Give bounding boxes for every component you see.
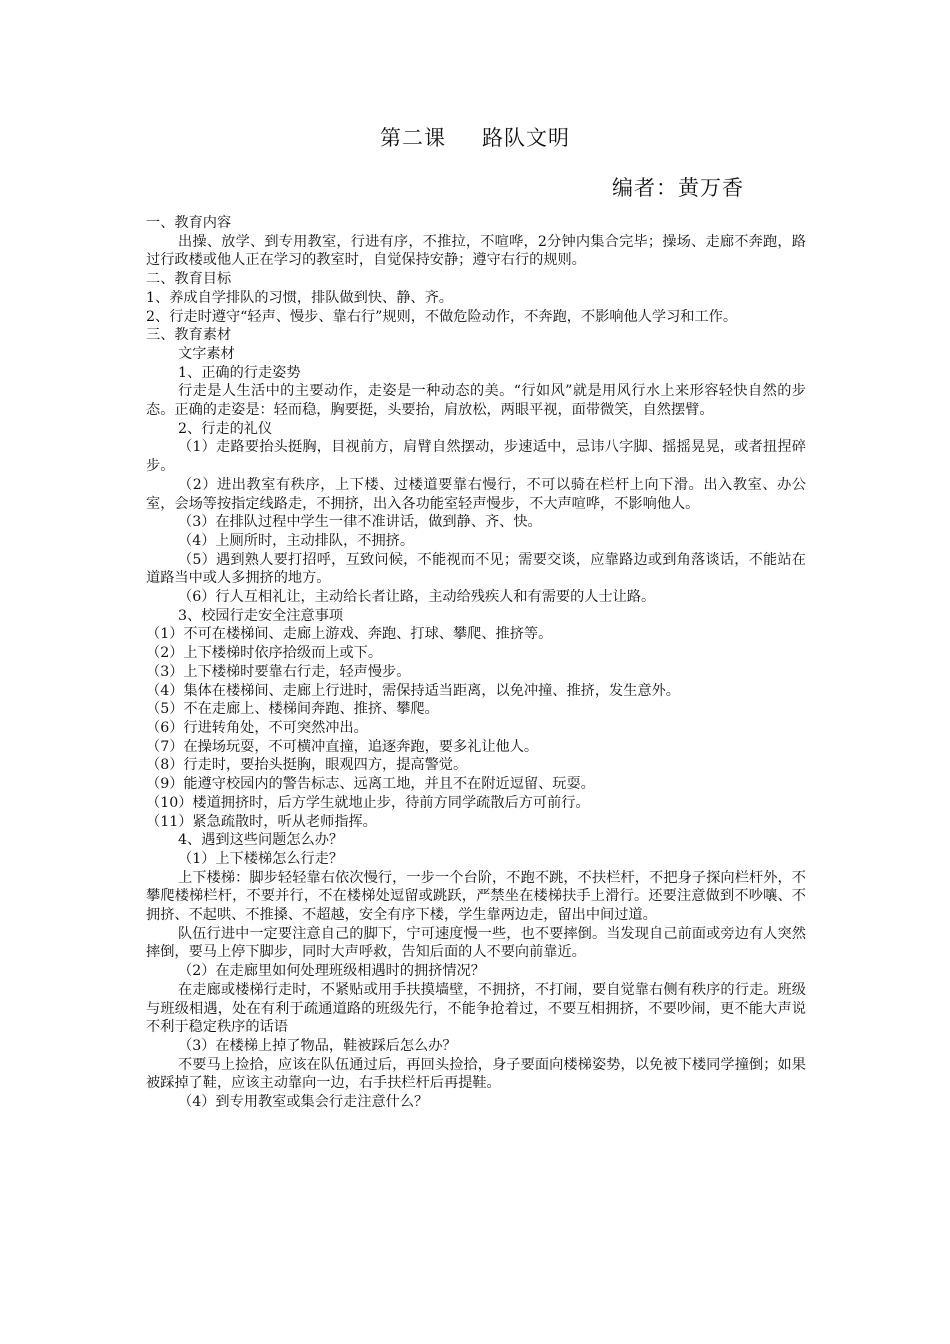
document-body [146,214,806,1112]
paragraph: （1）上下楼梯怎么行走？ [178,850,344,867]
paragraph: （9）能遵守校园内的警告标志、远离工地，并且不在附近逗留、玩耍。 [146,776,595,793]
paragraph: （1）不可在楼梯间、走廊上游戏、奔跑、打球、攀爬、推挤等。 [146,626,553,643]
paragraph: 2、行走时遵守“轻声、慢步、靠右行”规则，不做危险动作，不奔跑，不影响他人学习和工作。 [146,308,738,325]
paragraph: （1）走路要抬头挺胸，目视前方，肩臂自然摆动，步速适中，忌讳八字脚、摇摇晃晃，或者扭捏碎步。 [146,439,806,475]
paragraph: 2、行走的礼仪 [178,420,273,437]
paragraph: 一、教育内容 [146,215,232,231]
paragraph: （8）行走时，要抬头挺胸，眼观四方，提高警觉。 [146,757,468,774]
paragraph: 1、正确的行走姿势 [178,364,301,381]
paragraph: （3）在排队过程中学生一律不准讲话，做到静、齐、快。 [178,514,542,531]
paragraph: 不要马上捡拾，应该在队伍通过后，再回头捡拾，身子要面向楼梯姿势，以免被下楼同学撞倒；如果被踩掉了鞋，应该主动靠向一边，右手扶栏杆后再提鞋。 [146,1056,806,1092]
paragraph: 出操、放学、到专用教室，行进有序，不推拉，不喧哗，2分钟内集合完毕；操场、走廊不奔跑，路过行政楼或他人正在学习的教室时，自觉保持安静；遵守右行的规则。 [146,233,806,269]
paragraph: （7）在操场玩耍，不可横冲直撞，追逐奔跑，要多礼让他人。 [146,738,539,755]
paragraph: 二、教育目标 [146,271,232,288]
paragraph: （10）楼道拥挤时，后方学生就地止步，待前方同学疏散后方可前行。 [146,794,590,811]
paragraph: 三、教育素材 [146,327,232,344]
page-title [0,122,950,152]
paragraph: 行走是人生活中的主要动作，走姿是一种动态的美。“行如风”就是用风行水上来形容轻快自然的步态。正确的走姿是：轻而稳，胸要挺，头要抬，肩放松，两眼平视，面带微笑，自然摆臂。 [146,383,806,419]
paragraph: （2）上下楼梯时依序拾级而上或下。 [146,645,383,662]
paragraph: 上下楼梯：脚步轻轻靠右依次慢行，一步一个台阶，不跑不跳，不扶栏杆，不把身子探向栏杆外，不攀爬楼梯栏杆，不要并行，不在楼梯处逗留或跳跃，严禁坐在楼梯扶手上滑行。还要注意做到不吵嚷、不拥挤、不起哄、不推搡、不超越，安全有序下楼，学生靠两边走，留出中间过道。 [146,869,806,924]
paragraph: 队伍行进中一定要注意自己的脚下，宁可速度慢一些，也不要摔倒。当发现自己前面或旁边有人突然摔倒，要马上停下脚步，同时大声呼救，告知后面的人不要向前靠近。 [146,925,806,961]
paragraph: （6）行进转角处，不可突然冲出。 [146,719,368,736]
paragraph: 文字素材 [178,345,235,362]
paragraph: 3、校园行走安全注意事项 [178,607,344,624]
paragraph: 1、养成自学排队的习惯，排队做到快、静、齐。 [146,289,453,306]
paragraph: （5）不在走廊上、楼梯间奔跑、推挤、攀爬。 [146,701,439,718]
paragraph: （3）上下楼梯时要靠右行走，轻声慢步。 [146,663,411,680]
paragraph: （4）上厕所时，主动排队，不拥挤。 [178,532,415,549]
paragraph: （6）行人互相礼让，主动给长者让路，主动给残疾人和有需要的人士让路。 [178,589,656,606]
paragraph: （2）进出教室有秩序，上下楼、过楼道要靠右慢行，不可以骑在栏杆上向下滑。出入教室、办公室，会场等按指定线路走，不拥挤，出入各功能室轻声慢步，不大声喧哗，不影响他人。 [146,476,806,512]
paragraph: 4、遇到这些问题怎么办？ [178,832,344,849]
paragraph: （4）到专用教室或集会行走注意什么？ [178,1094,429,1111]
author-line: 编者：黄万香 [612,176,744,200]
paragraph: （11）紧急疏散时，听从老师指挥。 [146,813,377,830]
paragraph: 在走廊或楼梯行走时，不紧贴或用手扶摸墙壁，不拥挤，不打闹，要自觉靠右侧有秩序的行走。班级与班级相遇，处在有利于疏通道路的班级先行，不能争抢着过，不要互相拥挤，不要吵闹，更不能大声说不利于稳定秩序的话语 [146,981,806,1036]
title-topic: 路队文明 [482,126,570,150]
paragraph: （4）集体在楼梯间、走廊上行进时，需保持适当距离，以免冲撞、推挤，发生意外。 [146,682,680,699]
paragraph: （2）在走廊里如何处理班级相遇时的拥挤情况？ [178,963,485,980]
title-lesson: 第二课 [380,126,446,150]
paragraph: （3）在楼梯上掉了物品，鞋被踩后怎么办？ [178,1037,457,1054]
paragraph: （5）遇到熟人要打招呼，互致问候，不能视而不见；需要交谈，应靠路边或到角落谈话，不能站在道路当中或人多拥挤的地方。 [146,551,806,587]
